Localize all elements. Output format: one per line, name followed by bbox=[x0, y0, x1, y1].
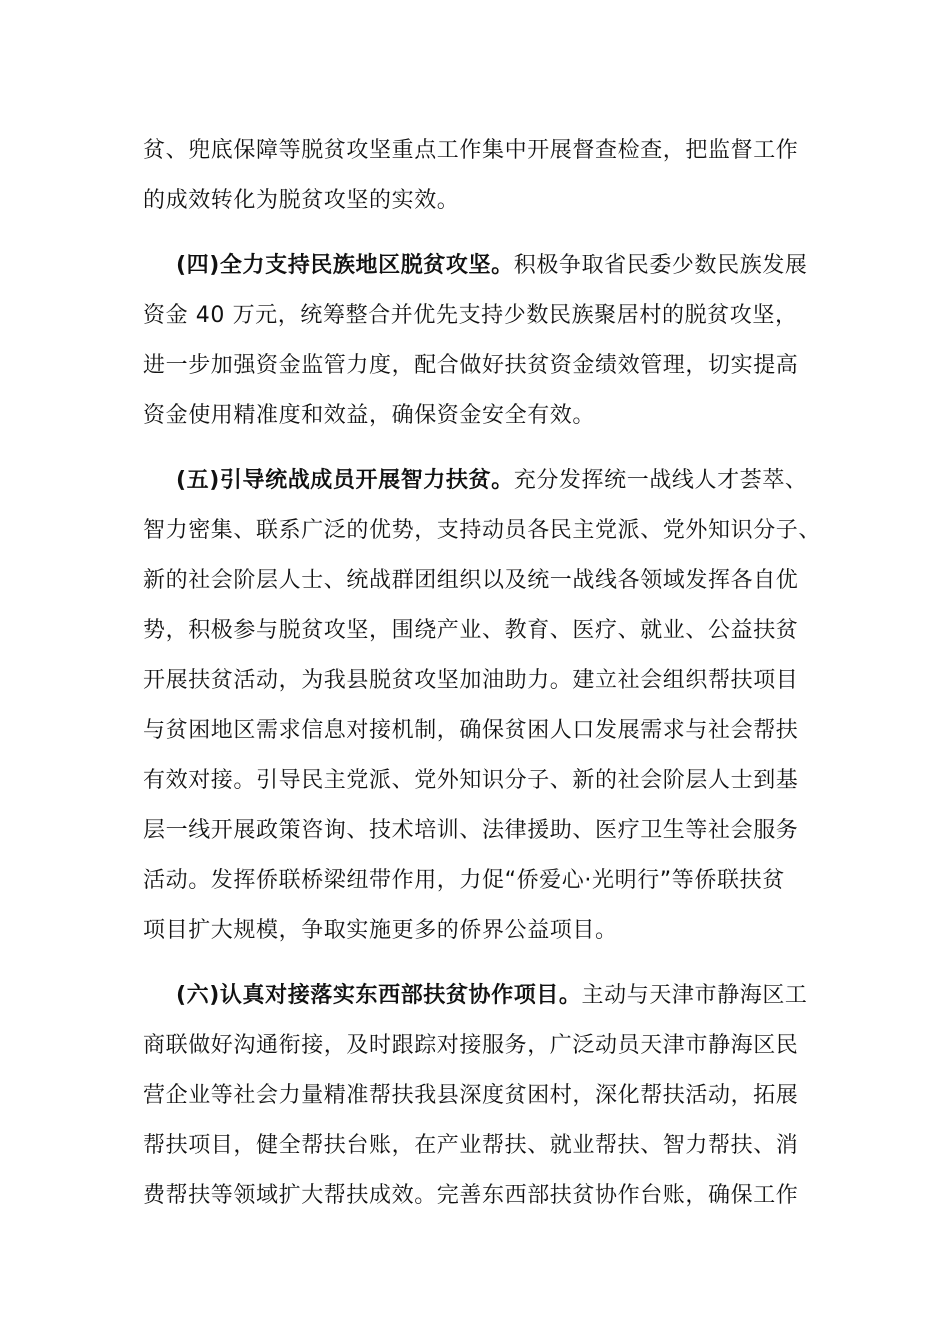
text-line: 进一步加强资金监管力度，配合做好扶贫资金绩效管理，切实提高 bbox=[143, 353, 799, 378]
text-line: 项目扩大规模，争取实施更多的侨界公益项目。 bbox=[143, 918, 618, 943]
paragraph-text: 主动与天津市静海区工 bbox=[581, 983, 808, 1008]
text-line: 帮扶项目，健全帮扶台账，在产业帮扶、就业帮扶、智力帮扶、消 bbox=[143, 1133, 799, 1158]
text-line: 资金 40 万元，统筹整合并优先支持少数民族聚居村的脱贫攻坚， bbox=[143, 303, 798, 328]
text-line: 有效对接。引导民主党派、党外知识分子、新的社会阶层人士到基 bbox=[143, 768, 799, 793]
text-line: 层一线开展政策咨询、技术培训、法律援助、医疗卫生等社会服务 bbox=[143, 818, 799, 843]
text-line: 与贫困地区需求信息对接机制，确保贫困人口发展需求与社会帮扶 bbox=[143, 718, 799, 743]
text-line: 活动。发挥侨联桥梁纽带作用，力促“侨爱心·光明行”等侨联扶贫 bbox=[143, 868, 785, 893]
paragraph-heading: (六)认真对接落实东西部扶贫协作项目。 bbox=[176, 983, 582, 1008]
text-line: 的成效转化为脱贫攻坚的实效。 bbox=[143, 188, 460, 213]
text-line: 开展扶贫活动，为我县脱贫攻坚加油助力。建立社会组织帮扶项目 bbox=[143, 668, 799, 693]
paragraph-first-line bbox=[143, 971, 808, 1021]
paragraph-heading: (五)引导统战成员开展智力扶贫。 bbox=[176, 468, 514, 493]
text-line: 商联做好沟通衔接，及时跟踪对接服务，广泛动员天津市静海区民 bbox=[143, 1033, 799, 1058]
paragraph bbox=[143, 126, 808, 226]
text-line: 资金使用精准度和效益，确保资金安全有效。 bbox=[143, 403, 596, 428]
paragraph-first-line bbox=[143, 456, 808, 506]
paragraph-heading: (四)全力支持民族地区脱贫攻坚。 bbox=[176, 253, 514, 278]
document-page bbox=[143, 126, 822, 1221]
text-line: 势，积极参与脱贫攻坚，围绕产业、教育、医疗、就业、公益扶贫 bbox=[143, 618, 799, 643]
text-line: 新的社会阶层人士、统战群团组织以及统一战线各领域发挥各自优 bbox=[143, 568, 799, 593]
paragraph-text: 积极争取省民委少数民族发展 bbox=[513, 253, 808, 278]
paragraph bbox=[143, 971, 808, 1221]
text-line: 营企业等社会力量精准帮扶我县深度贫困村，深化帮扶活动，拓展 bbox=[143, 1083, 799, 1108]
paragraph-first-line bbox=[143, 241, 808, 291]
text-line: 费帮扶等领域扩大帮扶成效。完善东西部扶贫协作台账，确保工作 bbox=[143, 1183, 799, 1208]
paragraph bbox=[143, 241, 808, 441]
paragraph bbox=[143, 456, 822, 956]
text-line: 智力密集、联系广泛的优势，支持动员各民主党派、党外知识分子、 bbox=[143, 518, 822, 543]
text-line: 贫、兜底保障等脱贫攻坚重点工作集中开展督查检查，把监督工作 bbox=[143, 138, 799, 163]
paragraph-text: 充分发挥统一战线人才荟萃、 bbox=[513, 468, 808, 493]
